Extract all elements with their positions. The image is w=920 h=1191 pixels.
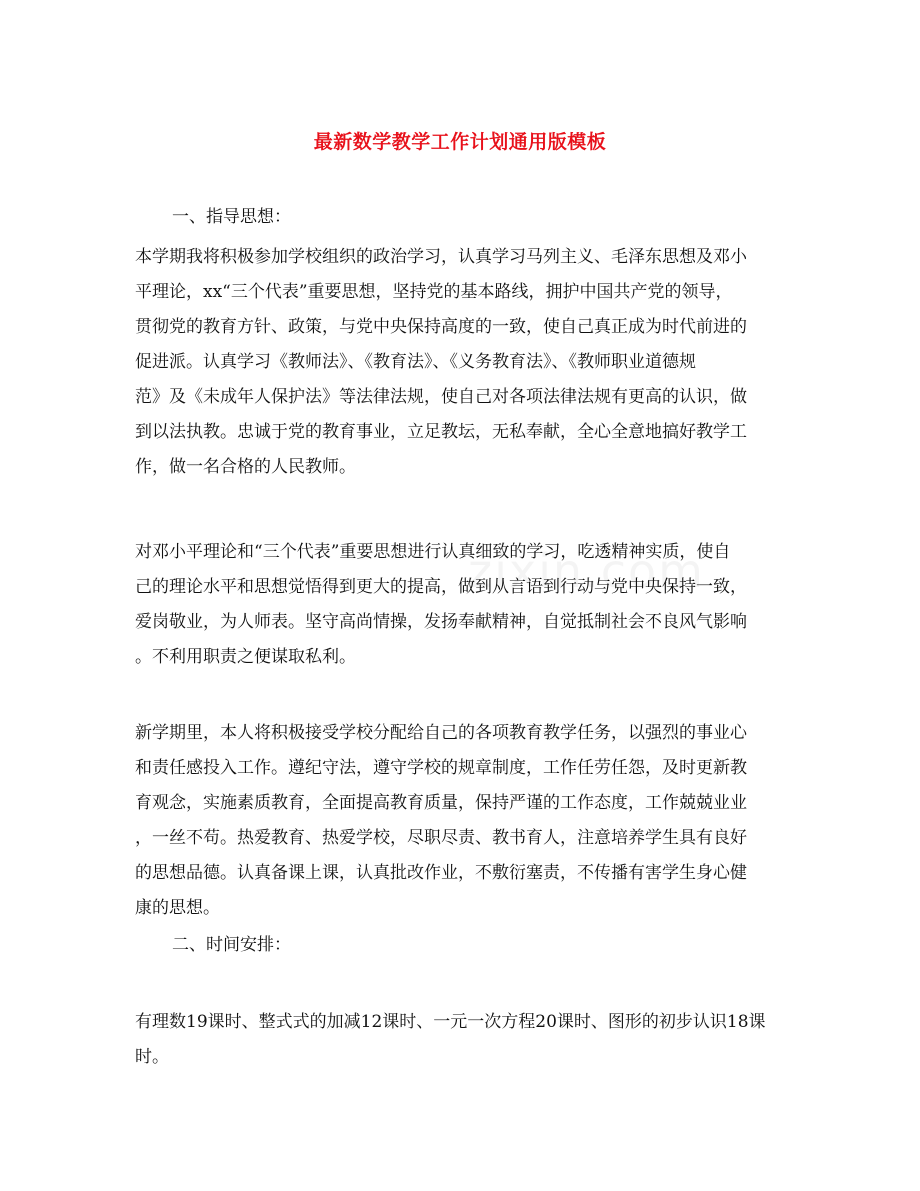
paragraph-line: 康的思想。 (135, 898, 220, 918)
paragraph-line: 新学期里，本人将积极接受学校分配给自己的各项教育教学任务，以强烈的事业心 (135, 723, 747, 743)
paragraph-line: 己的理论水平和思想觉悟得到更大的提高，做到从言语到行动与党中央保持一致， (135, 577, 747, 597)
paragraph-line: 促进派。认真学习《教师法》、《教育法》、《义务教育法》、《教师职业道德规 (135, 352, 696, 372)
paragraph-line: 贯彻党的教育方针、政策，与党中央保持高度的一致，使自己真正成为时代前进的 (135, 317, 747, 337)
paragraph-line: 平理论，xx“三个代表”重要思想，坚持党的基本路线，拥护中国共产党的领导， (135, 282, 733, 302)
paragraph-line: 爱岗敬业，为人师表。坚守高尚情操，发扬奉献精神，自觉抵制社会不良风气影响 (135, 612, 747, 632)
paragraph-line: 时。 (135, 1047, 169, 1067)
paragraph-4 (135, 1005, 787, 1075)
paragraph-line: 对邓小平理论和“三个代表”重要思想进行认真细致的学习，吃透精神实质，使自 (135, 542, 731, 562)
paragraph-line: 本学期我将积极参加学校组织的政治学习，认真学习马列主义、毛泽东思想及邓小 (135, 247, 747, 267)
paragraph-line: 的思想品德。认真备课上课，认真批改作业，不敷衍塞责，不传播有害学生身心健 (135, 863, 747, 883)
paragraph-1 (135, 240, 787, 485)
section-heading-guiding-ideology: 一、指导思想： (172, 207, 291, 227)
watermark (468, 544, 705, 598)
paragraph-line: ，一丝不苟。热爱教育、热爱学校，尽职尽责、教书育人，注意培养学生具有良好 (135, 828, 747, 848)
paragraph-line: 作，做一名合格的人民教师。 (135, 457, 356, 477)
paragraph-line: 。不利用职责之便谋取私利。 (135, 647, 356, 667)
paragraph-line: 和责任感投入工作。遵纪守法，遵守学校的规章制度，工作任劳任怨，及时更新教 (135, 758, 747, 778)
paragraph-line: 有理数19课时、整式式的加减12课时、一元一次方程20课时、图形的初步认识18课 (135, 1012, 766, 1032)
document-title: 最新数学教学工作计划通用版模板 (313, 131, 607, 153)
paragraph-3 (135, 716, 787, 926)
section-heading-schedule: 二、时间安排： (172, 935, 291, 955)
paragraph-line: 范》及《未成年人保护法》等法律法规，使自己对各项法律法规有更高的认识，做 (135, 387, 747, 407)
paragraph-line: 到以法执教。忠诚于党的教育事业，立足教坛，无私奉献，全心全意地搞好教学工 (135, 422, 747, 442)
paragraph-line: 育观念，实施素质教育，全面提高教育质量，保持严谨的工作态度，工作兢兢业业 (135, 793, 747, 813)
